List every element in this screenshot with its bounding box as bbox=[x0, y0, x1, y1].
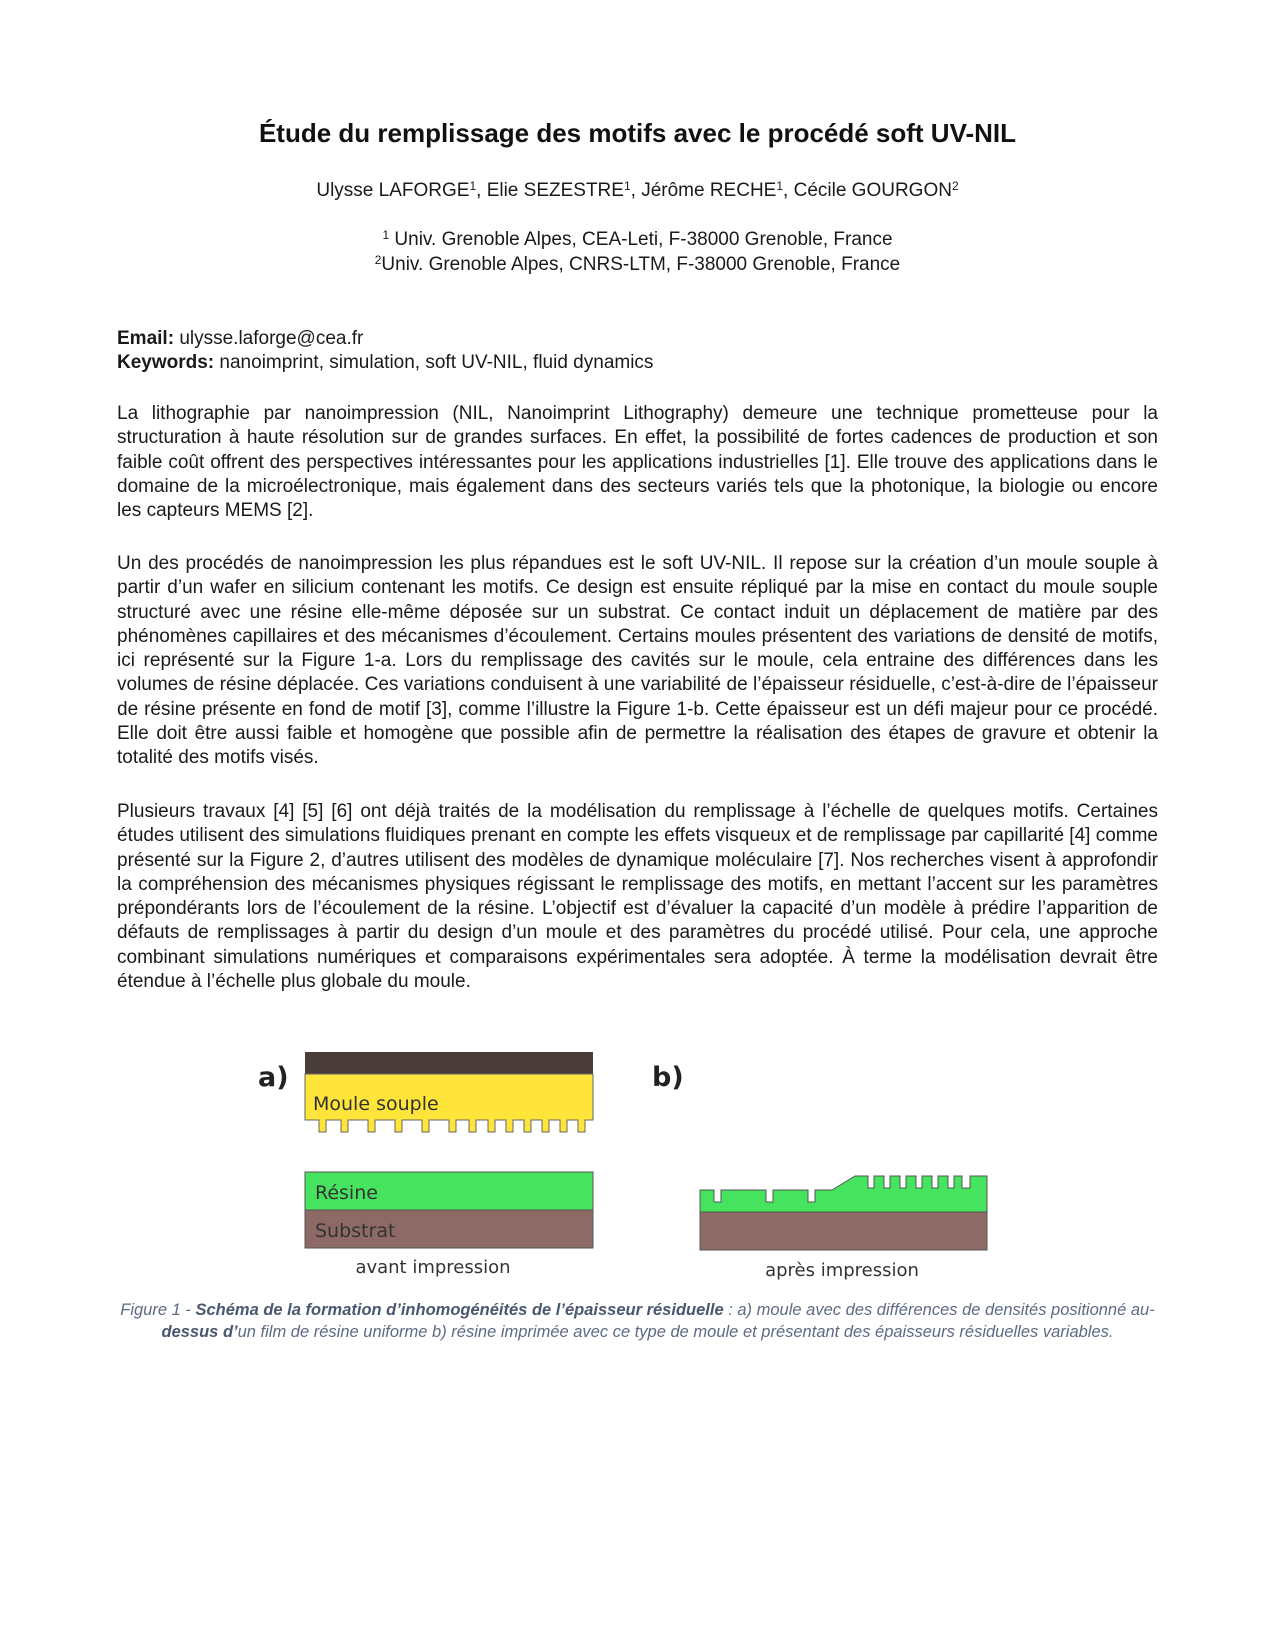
caption-text-2: un film de résine uniforme b) résine imprimée avec ce type de moule et présentant des épaisseurs résiduelles variables. bbox=[237, 1322, 1114, 1341]
panel-b-label: b) bbox=[652, 1062, 684, 1093]
affiliation-mark: 2 bbox=[374, 253, 382, 267]
resin-layer-after bbox=[700, 1176, 987, 1212]
affiliation-1 bbox=[0, 229, 1275, 251]
mold-backing bbox=[305, 1052, 593, 1074]
email-address[interactable]: ulysse.laforge@cea.fr bbox=[179, 328, 364, 349]
keywords-label: Keywords: bbox=[117, 352, 215, 373]
caption-text: : a) moule avec des différences de densités positionné au- bbox=[723, 1301, 1155, 1319]
paper-title: Étude du remplissage des motifs avec le procédé soft UV-NIL bbox=[258, 118, 1017, 148]
resin-label: Résine bbox=[315, 1182, 378, 1204]
figure-1 bbox=[240, 1048, 1040, 1298]
caption-bold: Schéma de la formation d’inhomogénéités de l’épaisseur résiduelle bbox=[195, 1301, 724, 1319]
author-affiliation-mark: 1 bbox=[469, 179, 477, 193]
keywords-line bbox=[117, 352, 653, 374]
substrate-after bbox=[700, 1212, 987, 1250]
author-affiliation-mark: 1 bbox=[623, 179, 631, 193]
caption-bold-2: dessus d’ bbox=[161, 1322, 238, 1341]
keywords-text: nanoimprint, simulation, soft UV-NIL, fluid dynamics bbox=[219, 352, 654, 373]
author-name: Jérôme RECHE bbox=[641, 180, 777, 201]
after-label: après impression bbox=[765, 1260, 919, 1281]
mold-label: Moule souple bbox=[313, 1093, 439, 1115]
email-label: Email: bbox=[117, 328, 175, 349]
substrate-label: Substrat bbox=[315, 1220, 396, 1242]
affiliation-2 bbox=[0, 254, 1275, 276]
affiliation-mark: 1 bbox=[382, 228, 390, 242]
paragraph-1: La lithographie par nanoimpression (NIL, Nanoimprint Lithography) demeure une technique prometteuse pour la structuration à haute résolution sur de grandes surfaces. En effet, la possibilité de fortes cadences de production et son faible coût offrent des perspectives intéressantes pour les applications industrielles [1]. Elle trouve des applications dans le domaine de la microélectronique, mais également dans des secteurs variés tels que la photonique, la biologie ou encore les capteurs MEMS [2]. bbox=[117, 403, 1158, 522]
author-name: Ulysse LAFORGE bbox=[316, 180, 470, 201]
paragraph-3: Plusieurs travaux [4] [5] [6] ont déjà traités de la modélisation du remplissage à l’échelle de quelques motifs. Certaines études utilisent des simulations fluidiques prenant en compte les effets visqueux et de remplissage par capillarité [4] comme présenté sur la Figure 2, d’autres utilisent des modèles de dynamique moléculaire [7]. Nos recherches visent à approfondir la compréhension des mécanismes physiques régissant le remplissage des motifs, en mettant l’accent sur les paramètres prépondérants lors de l’écoulement de la résine. L’objectif est d’évaluer la capacité d’un modèle à prédire l’apparition de défauts de remplissages à partir du design d’un moule et des paramètres du procédé utilisé. Pour cela, une approche combinant simulations numériques et comparaisons expérimentales sera adoptée. À terme la modélisation devrait être étendue à l’échelle plus globale du moule. bbox=[117, 801, 1158, 993]
paragraph-2: Un des procédés de nanoimpression les plus répandues est le soft UV-NIL. Il repose sur la création d’un moule souple à partir d’un wafer en silicium contenant les motifs. Ce design est ensuite répliqué par la mise en contact du moule souple structuré avec une résine elle-même déposée sur un substrat. Ce contact induit un déplacement de matière par des phénomènes capillaires et des mécanismes d’écoulement. Certains moules présentent des variations de densité de motifs, ici représenté sur la Figure 1-a. Lors du remplissage des cavités sur le moule, cela entraine des différences dans les volumes de résine déplacée. Ces variations conduisent à une variabilité de l’épaisseur résiduelle, c’est-à-dire de l’épaisseur de résine présente en fond de motif [3], comme l’illustre la Figure 1-b. Cette épaisseur est un défi majeur pour ce procédé. Elle doit être aussi faible et homogène que possible afin de permettre la réalisation des étapes de gravure et obtenir la totalité des motifs visés. bbox=[117, 553, 1158, 769]
author-list: Ulysse LAFORGE$^1$, Elie SEZESTRE$^1$, Jérôme RECHE$^1$, Cécile GOURGON$^2$ bbox=[316, 179, 959, 201]
email-line bbox=[117, 328, 363, 350]
author-name: Elie SEZESTRE bbox=[486, 180, 624, 201]
affiliation-text: Univ. Grenoble Alpes, CEA-Leti, F-38000 Grenoble, France bbox=[389, 229, 893, 250]
author-affiliation-mark: 2 bbox=[951, 179, 959, 193]
before-label: avant impression bbox=[355, 1257, 511, 1278]
author-affiliation-mark: 1 bbox=[776, 179, 784, 193]
affiliation-text: Univ. Grenoble Alpes, CNRS-LTM, F-38000 Grenoble, France bbox=[381, 254, 901, 275]
author-name: Cécile GOURGON bbox=[793, 180, 952, 201]
panel-a-label: a) bbox=[258, 1062, 289, 1093]
figure-caption bbox=[117, 1300, 1158, 1343]
caption-prefix: Figure 1 - bbox=[120, 1301, 196, 1319]
